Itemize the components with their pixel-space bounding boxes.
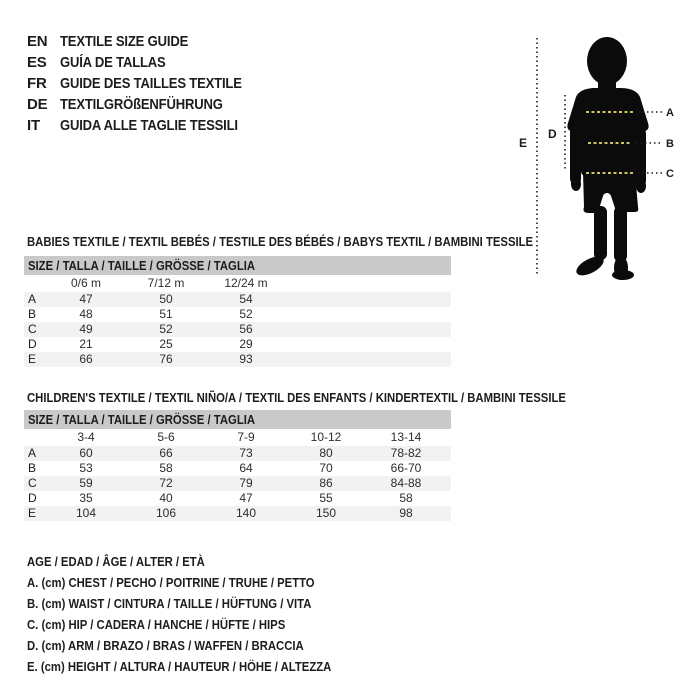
babies-column-headers (24, 275, 451, 292)
value-cell: 52 (239, 307, 253, 321)
lang-row-en (27, 31, 269, 52)
lang-code: EN (27, 33, 48, 50)
table-row (24, 352, 451, 367)
row-label: C (28, 476, 37, 490)
value-cell: 52 (159, 322, 173, 336)
table-row (24, 446, 451, 461)
col-header: 12/24 m (224, 276, 268, 290)
language-title-list (27, 31, 269, 136)
value-cell: 76 (159, 352, 173, 366)
value-cell: 58 (159, 461, 173, 475)
legend-age: AGE / EDAD / ÂGE / ALTER / ETÀ (27, 554, 205, 569)
legend-chest: A. (cm) CHEST / PECHO / POITRINE / TRUHE / PETTO (27, 575, 315, 590)
col-header: 0/6 m (70, 276, 101, 290)
lang-code: IT (27, 117, 40, 134)
value-cell: 29 (239, 337, 253, 351)
lang-title: TEXTILE SIZE GUIDE (60, 33, 189, 50)
lang-title: GUIDA ALLE TAGLIE TESSILI (60, 117, 238, 134)
lang-code: FR (27, 75, 47, 92)
value-cell: 51 (159, 307, 173, 321)
value-cell: 104 (75, 506, 97, 520)
value-cell: 60 (79, 446, 93, 460)
lang-title: GUÍA DE TALLAS (60, 54, 166, 71)
value-cell: 40 (159, 491, 173, 505)
value-cell: 70 (319, 461, 333, 475)
value-cell: 80 (319, 446, 333, 460)
children-table (24, 410, 451, 521)
babies-table (24, 256, 451, 367)
label-C: C (666, 168, 674, 180)
row-label: E (28, 352, 37, 366)
value-cell: 21 (79, 337, 93, 351)
row-label: D (28, 491, 37, 505)
value-cell: 58 (399, 491, 413, 505)
value-cell: 64 (239, 461, 253, 475)
table-row (24, 307, 451, 322)
babies-size-header-bar: SIZE / TALLA / TAILLE / GRÖSSE / TAGLIA (24, 256, 451, 275)
value-cell: 93 (239, 352, 253, 366)
row-label: A (28, 446, 37, 460)
label-A: A (666, 107, 674, 119)
children-section-title: CHILDREN'S TEXTILE / TEXTIL NIÑO/A / TEXTIL DES ENFANTS / KINDERTEXTIL / BAMBINI TESSILE (27, 390, 566, 405)
measurement-legend (27, 551, 377, 677)
value-cell: 25 (159, 337, 173, 351)
value-cell: 86 (319, 476, 333, 490)
legend-height: E. (cm) HEIGHT / ALTURA / HAUTEUR / HÖHE / ALTEZZA (27, 659, 332, 674)
legend-waist: B. (cm) WAIST / CINTURA / TAILLE / HÜFTUNG / VITA (27, 596, 312, 611)
row-label: B (28, 307, 37, 321)
value-cell: 66 (159, 446, 173, 460)
table-row (24, 461, 451, 476)
label-E: E (519, 136, 528, 150)
value-cell: 53 (79, 461, 93, 475)
value-cell: 54 (239, 292, 253, 306)
value-cell: 47 (79, 292, 93, 306)
babies-section-title: BABIES TEXTILE / TEXTIL BEBÉS / TESTILE DES BÉBÉS / BABYS TEXTIL / BAMBINI TESSILE (27, 234, 534, 249)
lang-title: GUIDE DES TAILLES TEXTILE (60, 75, 242, 92)
col-header: 5-6 (157, 430, 175, 444)
row-label: E (28, 506, 37, 520)
value-cell: 106 (155, 506, 177, 520)
row-label: D (28, 337, 37, 351)
lang-row-de (27, 94, 269, 115)
children-size-header-bar: SIZE / TALLA / TAILLE / GRÖSSE / TAGLIA (24, 410, 451, 429)
table-row (24, 337, 451, 352)
value-cell: 140 (235, 506, 257, 520)
value-cell: 49 (79, 322, 93, 336)
col-header: 3-4 (77, 430, 95, 444)
value-cell: 73 (239, 446, 253, 460)
value-cell: 48 (79, 307, 93, 321)
value-cell: 150 (315, 506, 337, 520)
lang-row-it (27, 115, 269, 136)
label-D: D (548, 127, 557, 141)
table-row (24, 506, 451, 521)
lang-row-es (27, 52, 269, 73)
lang-title: TEXTILGRÖßENFÜHRUNG (60, 96, 223, 113)
row-label: C (28, 322, 37, 336)
value-cell: 84-88 (390, 476, 422, 490)
value-cell: 59 (79, 476, 93, 490)
col-header: 7/12 m (147, 276, 185, 290)
children-column-headers (24, 429, 451, 446)
value-cell: 78-82 (390, 446, 422, 460)
value-cell: 66-70 (390, 461, 422, 475)
table-row (24, 322, 451, 337)
label-B: B (666, 138, 674, 150)
value-cell: 72 (159, 476, 173, 490)
value-cell: 35 (79, 491, 93, 505)
value-cell: 50 (159, 292, 173, 306)
row-label: A (28, 292, 37, 306)
col-header: 10-12 (310, 430, 342, 444)
legend-hip: C. (cm) HIP / CADERA / HANCHE / HÜFTE / HIPS (27, 617, 286, 632)
table-row (24, 292, 451, 307)
lang-code: DE (27, 96, 48, 113)
value-cell: 98 (399, 506, 413, 520)
table-row (24, 476, 451, 491)
lang-row-fr (27, 73, 269, 94)
lang-code: ES (27, 54, 47, 71)
value-cell: 55 (319, 491, 333, 505)
value-cell: 79 (239, 476, 253, 490)
table-row (24, 491, 451, 506)
col-header: 7-9 (237, 430, 255, 444)
value-cell: 66 (79, 352, 93, 366)
value-cell: 47 (239, 491, 253, 505)
legend-arm: D. (cm) ARM / BRAZO / BRAS / WAFFEN / BRACCIA (27, 638, 304, 653)
col-header: 13-14 (390, 430, 422, 444)
row-label: B (28, 461, 37, 475)
value-cell: 56 (239, 322, 253, 336)
